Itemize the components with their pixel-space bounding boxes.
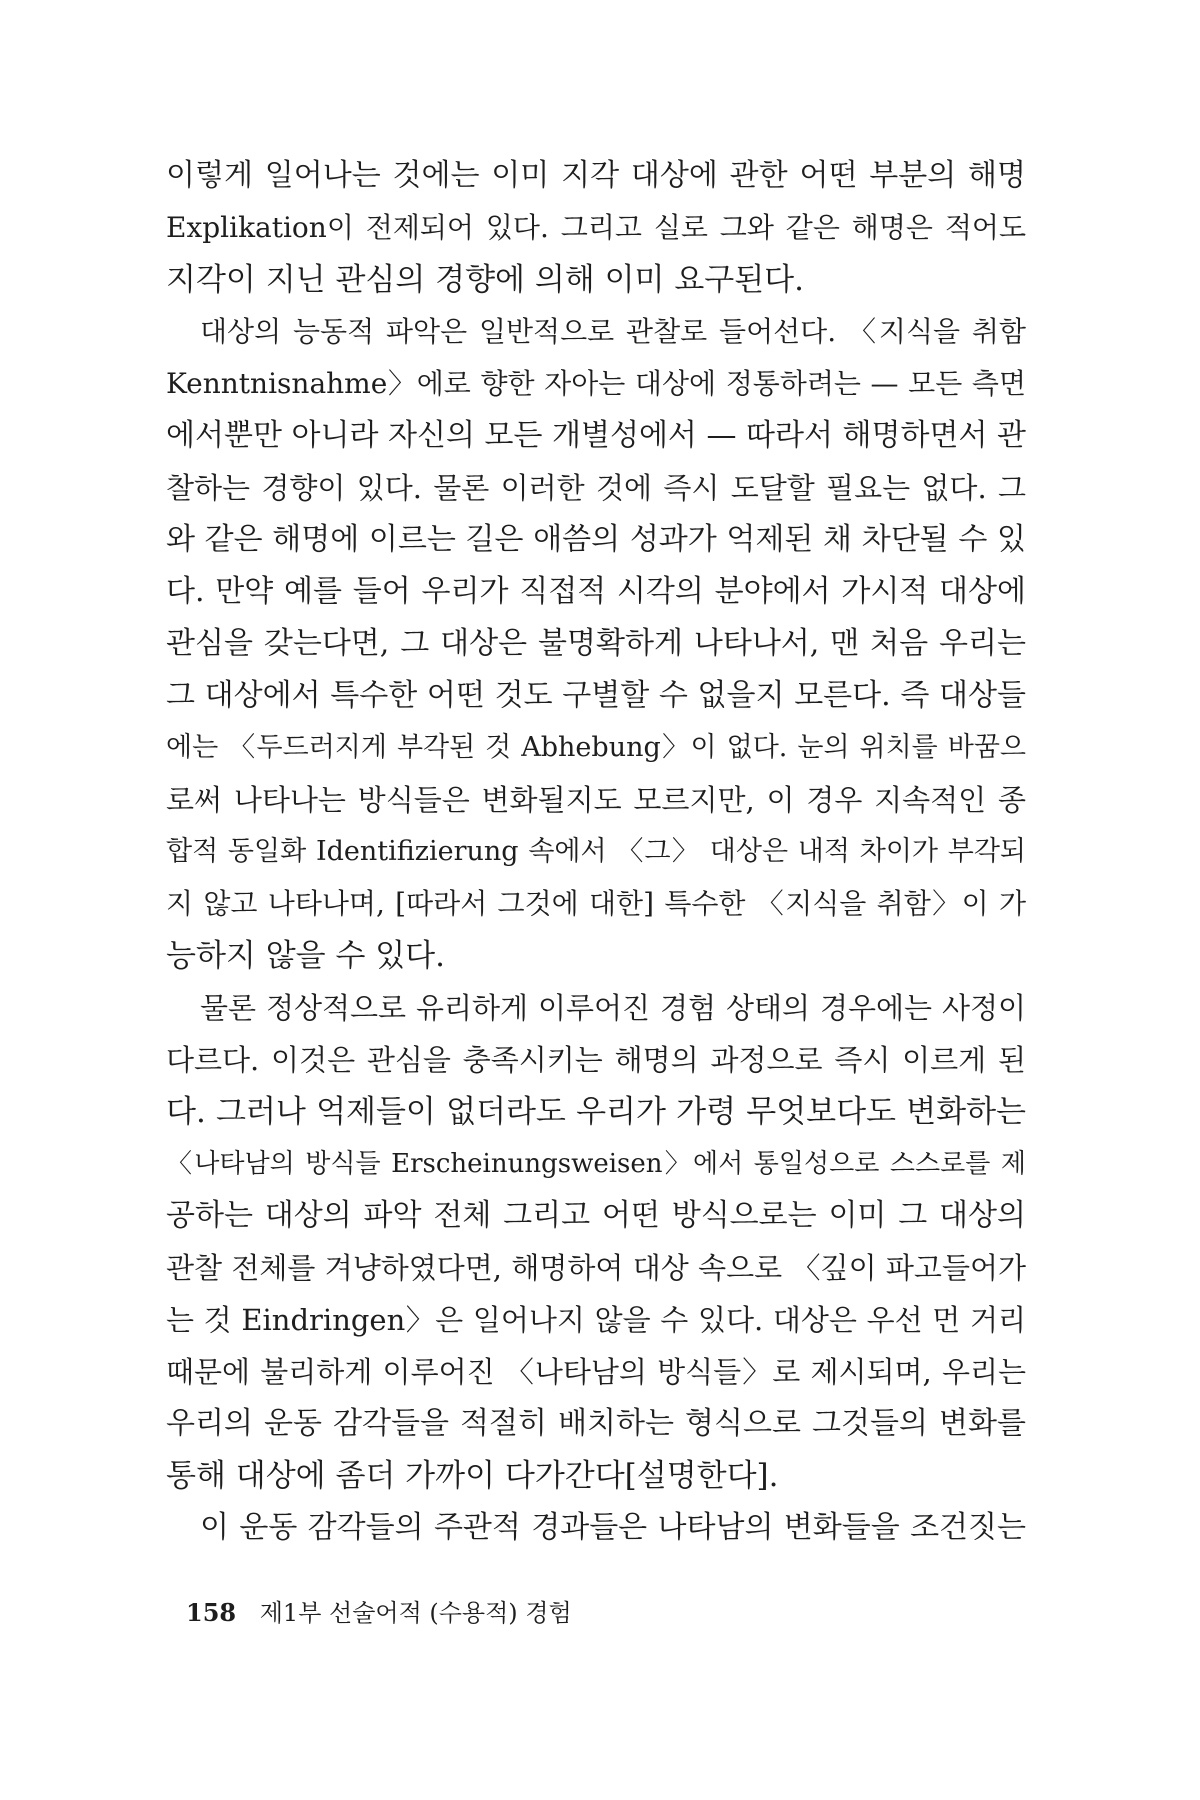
text-line: 이렇게 일어나는 것에는 이미 지각 대상에 관한 어떤 부분의 해명	[166, 158, 1026, 193]
text-line: Explikation이 전제되어 있다. 그리고 실로 그와 같은 해명은 적어도	[166, 211, 1026, 244]
text-line: 에서뿐만 아니라 자신의 모든 개별성에서 — 따라서 해명하면서 관	[166, 418, 1026, 453]
running-footer-title: 제1부 선술어적 (수용적) 경험	[259, 1599, 572, 1627]
text-line: 는 것 Eindringen〉은 일어나지 않을 수 있다. 대상은 우선 먼 거리	[166, 1303, 1026, 1337]
text-line: 그 대상에서 특수한 어떤 것도 구별할 수 없을지 모른다. 즉 대상들	[166, 678, 1026, 713]
text-line: 때문에 불리하게 이루어진 〈나타남의 방식들〉로 제시되며, 우리는	[166, 1355, 1026, 1389]
text-line: 대상의 능동적 파악은 일반적으로 관찰로 들어선다. 〈지식을 취함	[200, 315, 1026, 348]
text-line: 공하는 대상의 파악 전체 그리고 어떤 방식으로는 이미 그 대상의	[166, 1198, 1026, 1233]
text-line: 에는 〈두드러지게 부각된 것 Abhebung〉이 없다. 눈의 위치를 바꿈으	[166, 732, 1026, 763]
text-line: 〈나타남의 방식들 Erscheinungsweisen〉에서 통일성으로 스스로를 제	[166, 1149, 1026, 1179]
text-line: 찰하는 경향이 있다. 물론 이러한 것에 즉시 도달할 필요는 없다. 그	[166, 471, 1026, 505]
page-number: 158	[186, 1598, 237, 1627]
text-line: Kenntnisnahme〉에로 향한 자아는 대상에 정통하려는 — 모든 측면	[166, 367, 1026, 400]
text-line: 관찰 전체를 겨냥하였다면, 해명하여 대상 속으로 〈깊이 파고들어가	[166, 1251, 1026, 1285]
text-line: 물론 정상적으로 유리하게 이루어진 경험 상태의 경우에는 사정이	[200, 991, 1026, 1025]
text-line: 우리의 운동 감각들을 적절히 배치하는 형식으로 그것들의 변화를	[166, 1406, 1026, 1441]
text-line: 다르다. 이것은 관심을 충족시키는 해명의 과정으로 즉시 이르게 된	[166, 1043, 1026, 1077]
text-line: 지각이 지닌 관심의 경향에 의해 이미 요구된다.	[166, 262, 804, 298]
text-line: 로써 나타나는 방식들은 변화될지도 모르지만, 이 경우 지속적인 종	[166, 783, 1026, 817]
body-text	[166, 150, 1026, 1554]
text-line: 다. 만약 예를 들어 우리가 직접적 시각의 분야에서 가시적 대상에	[166, 574, 1026, 609]
text-line: 지 않고 나타나며, [따라서 그것에 대한] 특수한 〈지식을 취함〉이 가	[166, 887, 1026, 920]
text-line: 다. 그러나 억제들이 없더라도 우리가 가령 무엇보다도 변화하는	[166, 1094, 1026, 1130]
page-footer	[186, 1593, 572, 1628]
text-line: 이 운동 감각들의 주관적 경과들은 나타남의 변화들을 조건짓는	[200, 1510, 1026, 1545]
text-line: 통해 대상에 좀더 가까이 다가간다[설명한다].	[166, 1458, 779, 1494]
text-line: 능하지 않을 수 있다.	[166, 938, 445, 974]
text-line: 합적 동일화 Identifizierung 속에서 〈그〉 대상은 내적 차이가 부각되	[166, 836, 1026, 867]
text-line: 와 같은 해명에 이르는 길은 애씀의 성과가 억제된 채 차단될 수 있	[166, 522, 1026, 557]
text-line: 관심을 갖는다면, 그 대상은 불명확하게 나타나서, 맨 처음 우리는	[166, 626, 1026, 661]
